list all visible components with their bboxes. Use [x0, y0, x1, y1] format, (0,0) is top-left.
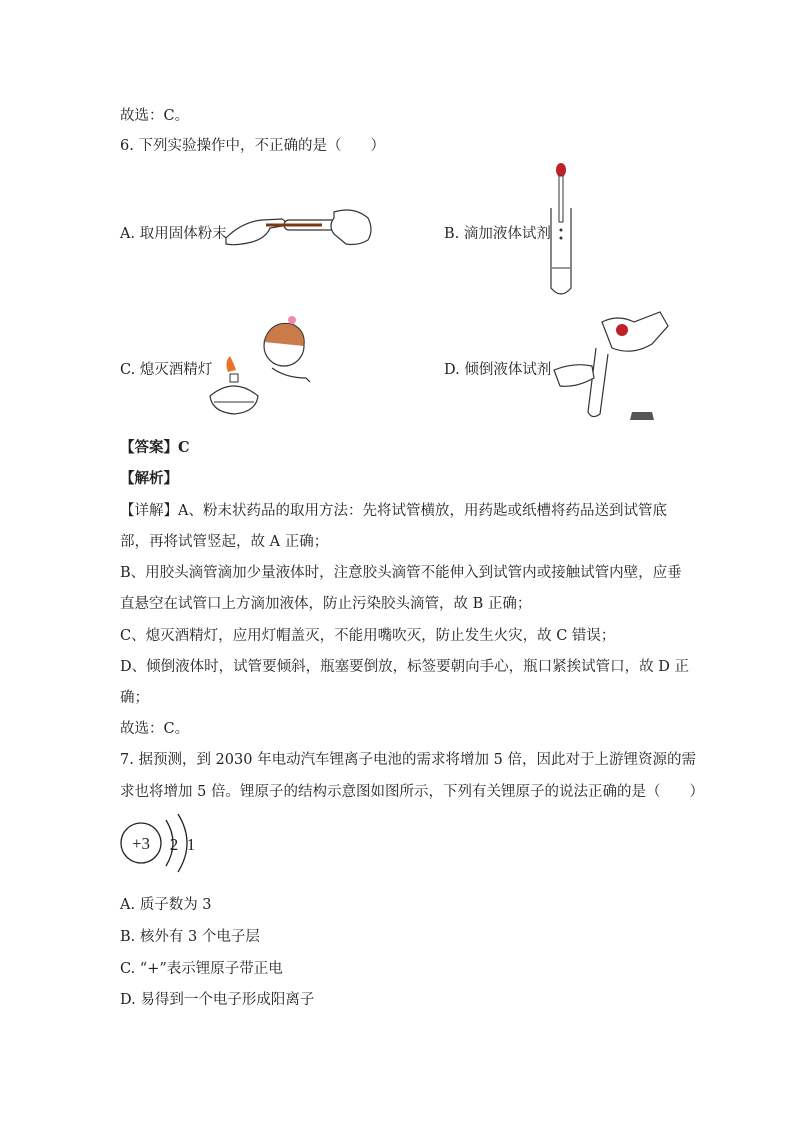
explanation-line: B、用胶头滴管滴加少量液体时，注意胶头滴管不能伸入到试管内或接触试管内壁，应垂 [120, 565, 682, 581]
answer-line: 【答案】C [120, 439, 190, 456]
question-7-stem: 7. 据预测，到 2030 年电动汽车锂离子电池的需求将增加 5 倍，因此对于上游锂资源的需 [120, 752, 697, 768]
question-7-stem: 求也将增加 5 倍。锂原子的结构示意图如图所示，下列有关锂原子的说法正确的是（ ） [120, 784, 704, 800]
explanation-line: 部，再将试管竖起，故 A 正确； [120, 534, 329, 550]
nucleus-charge: +3 [131, 834, 151, 853]
explanation-line: 确； [120, 690, 149, 706]
blow-out-alcohol-lamp-figure [206, 312, 312, 418]
analysis-heading: 【解析】 [120, 470, 178, 487]
pour-liquid-figure [552, 308, 670, 424]
explanation-line: D、倾倒液体时，试管要倾斜，瓶塞要倒放，标签要朝向手心，瓶口紧挨试管口，故 D 正 [120, 659, 689, 675]
option-d-label: D. 倾倒液体试剂 [444, 362, 552, 378]
shell-1-electrons: 2 [169, 835, 179, 854]
explanation-line: 【详解】A、粉末状药品的取用方法：先将试管横放，用药匙或纸槽将药品送到试管底 [120, 503, 667, 519]
q7-option: A. 质子数为 3 [120, 897, 212, 913]
lithium-atom-structure-diagram [116, 810, 206, 876]
choose-line: 故选：C。 [120, 721, 190, 737]
question-6-stem: 6. 下列实验操作中，不正确的是（ ） [120, 138, 385, 154]
option-a-label: A. 取用固体粉末 [120, 226, 227, 242]
q7-option: C. “+”表示锂原子带正电 [120, 961, 283, 977]
dropper-test-tube-figure [546, 160, 576, 302]
explanation-line: C、熄灭酒精灯，应用灯帽盖灭，不能用嘴吹灭，防止发生火灾，故 C 错误； [120, 628, 616, 644]
shell-2-electrons: 1 [186, 835, 196, 854]
explanation-line: 直悬空在试管口上方滴加液体，防止污染胶头滴管，故 B 正确； [120, 596, 532, 612]
powder-into-tube-figure [222, 204, 377, 250]
option-b-label: B. 滴加液体试剂 [444, 226, 551, 242]
electron-shell-arc [178, 814, 187, 872]
option-c-label: C. 熄灭酒精灯 [120, 362, 213, 378]
q7-option: B. 核外有 3 个电子层 [120, 929, 260, 945]
previous-answer: 故选：C。 [120, 108, 190, 124]
q7-option: D. 易得到一个电子形成阳离子 [120, 992, 315, 1008]
